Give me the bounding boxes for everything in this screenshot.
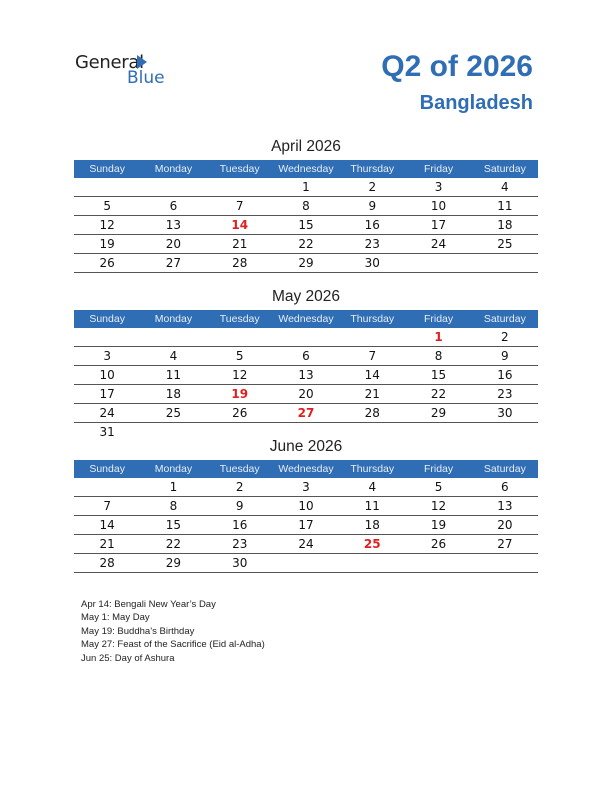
day-cell: 12 bbox=[430, 499, 447, 513]
week-row bbox=[74, 516, 538, 535]
day-cell: 11 bbox=[497, 199, 513, 213]
day-cell: 24 bbox=[430, 237, 447, 251]
day-cell: 12 bbox=[99, 218, 115, 232]
holiday-note: May 19: Buddha’s Birthday bbox=[81, 625, 195, 637]
day-cell: 18 bbox=[497, 218, 513, 232]
week-row bbox=[74, 235, 538, 254]
day-cell: 16 bbox=[364, 218, 380, 232]
day-cell: 18 bbox=[364, 518, 380, 532]
day-cell: 6 bbox=[501, 480, 509, 494]
holiday-note: May 27: Feast of the Sacrifice (Eid al-Adha) bbox=[81, 639, 265, 651]
weekday-label: Tuesday bbox=[219, 463, 260, 475]
day-cell: 4 bbox=[169, 349, 178, 363]
day-cell: 14 bbox=[364, 368, 380, 382]
logo-triangle-icon bbox=[137, 55, 147, 69]
logo-blue-text: Blue bbox=[127, 68, 165, 88]
day-cell: 17 bbox=[99, 387, 115, 401]
day-cell: 14 bbox=[231, 218, 249, 232]
month-title: April 2026 bbox=[271, 138, 341, 155]
holiday-notes bbox=[81, 598, 265, 665]
day-cell: 5 bbox=[103, 199, 111, 213]
day-cell: 14 bbox=[99, 518, 115, 532]
weekday-label: Wednesday bbox=[278, 463, 334, 475]
day-cell: 2 bbox=[368, 180, 377, 194]
weekday-label: Wednesday bbox=[278, 163, 334, 175]
week-row bbox=[74, 535, 538, 554]
day-cell: 9 bbox=[368, 199, 377, 213]
weekday-label: Monday bbox=[154, 463, 193, 475]
day-cell: 15 bbox=[298, 218, 314, 232]
day-cell: 28 bbox=[232, 256, 248, 270]
weekday-header bbox=[74, 460, 538, 478]
day-cell: 5 bbox=[235, 349, 244, 363]
holiday-note: Apr 14: Bengali New Year’s Day bbox=[81, 599, 216, 610]
day-cell: 10 bbox=[99, 368, 115, 382]
day-cell: 22 bbox=[298, 237, 314, 251]
weekday-label: Sunday bbox=[89, 313, 125, 325]
holiday-note: May 1: May Day bbox=[81, 612, 150, 624]
day-cell: 17 bbox=[430, 218, 447, 232]
day-cell: 21 bbox=[99, 537, 115, 551]
weekday-label: Friday bbox=[423, 463, 454, 475]
day-cell: 22 bbox=[430, 387, 447, 401]
day-cell: 20 bbox=[497, 518, 513, 532]
weekday-label: Monday bbox=[154, 163, 193, 175]
day-cell: 30 bbox=[497, 406, 513, 420]
day-cell: 15 bbox=[430, 368, 447, 382]
weekday-label: Tuesday bbox=[219, 163, 260, 175]
weekday-header bbox=[74, 310, 538, 328]
day-cell: 8 bbox=[434, 349, 443, 363]
country-name: Bangladesh bbox=[419, 92, 533, 114]
day-cell: 9 bbox=[235, 499, 244, 513]
day-cell: 19 bbox=[430, 518, 447, 532]
day-cell: 20 bbox=[298, 387, 314, 401]
day-cell: 2 bbox=[235, 480, 244, 494]
day-cell: 25 bbox=[363, 537, 381, 551]
day-cell: 8 bbox=[302, 199, 310, 213]
week-row bbox=[74, 328, 538, 347]
day-cell: 23 bbox=[497, 387, 513, 401]
day-cell: 27 bbox=[497, 537, 513, 551]
day-cell: 11 bbox=[165, 368, 182, 382]
day-cell: 1 bbox=[169, 480, 178, 494]
day-cell: 24 bbox=[298, 537, 314, 551]
day-cell: 19 bbox=[231, 387, 249, 401]
weekday-header bbox=[74, 160, 538, 178]
day-cell: 19 bbox=[99, 237, 115, 251]
day-cell: 16 bbox=[232, 518, 248, 532]
day-cell: 10 bbox=[298, 499, 314, 513]
weekday-label: Monday bbox=[154, 313, 193, 325]
day-cell: 23 bbox=[232, 537, 248, 551]
day-cell: 8 bbox=[169, 499, 178, 513]
weekday-label: Saturday bbox=[483, 163, 526, 175]
month-calendar bbox=[74, 288, 538, 441]
day-cell: 3 bbox=[434, 180, 443, 194]
week-row bbox=[74, 197, 538, 216]
day-cell: 5 bbox=[434, 480, 443, 494]
day-cell: 20 bbox=[165, 237, 182, 251]
day-cell: 7 bbox=[235, 199, 244, 213]
weekday-label: Thursday bbox=[350, 163, 395, 175]
weekday-label: Tuesday bbox=[219, 313, 260, 325]
day-cell: 30 bbox=[232, 556, 248, 570]
day-cell: 7 bbox=[368, 349, 377, 363]
weekday-label: Sunday bbox=[89, 463, 125, 475]
day-cell: 21 bbox=[232, 237, 248, 251]
logo-general-text: General bbox=[75, 52, 144, 73]
day-cell: 2 bbox=[501, 330, 509, 344]
day-cell: 23 bbox=[364, 237, 380, 251]
day-cell: 13 bbox=[298, 368, 314, 382]
day-cell: 1 bbox=[302, 180, 310, 194]
day-cell: 21 bbox=[364, 387, 380, 401]
week-row bbox=[74, 385, 538, 404]
day-cell: 24 bbox=[99, 406, 115, 420]
week-row bbox=[74, 347, 538, 366]
day-cell: 9 bbox=[501, 349, 509, 363]
day-cell: 3 bbox=[103, 349, 111, 363]
holiday-note: Jun 25: Day of Ashura bbox=[81, 652, 175, 664]
day-cell: 15 bbox=[165, 518, 182, 532]
weekday-label: Saturday bbox=[483, 313, 526, 325]
weekday-label: Friday bbox=[423, 163, 454, 175]
day-cell: 26 bbox=[430, 537, 447, 551]
day-cell: 16 bbox=[497, 368, 513, 382]
weekday-label: Friday bbox=[423, 313, 454, 325]
day-cell: 26 bbox=[99, 256, 115, 270]
day-cell: 30 bbox=[364, 256, 380, 270]
day-cell: 13 bbox=[165, 218, 182, 232]
week-row bbox=[74, 554, 538, 573]
day-cell: 29 bbox=[298, 256, 314, 270]
day-cell: 25 bbox=[497, 237, 513, 251]
day-cell: 31 bbox=[99, 425, 115, 439]
day-cell: 10 bbox=[430, 199, 447, 213]
day-cell: 4 bbox=[368, 480, 377, 494]
day-cell: 18 bbox=[165, 387, 182, 401]
day-cell: 1 bbox=[434, 330, 443, 344]
day-cell: 28 bbox=[99, 556, 115, 570]
day-cell: 26 bbox=[232, 406, 248, 420]
week-row bbox=[74, 497, 538, 516]
day-cell: 22 bbox=[165, 537, 182, 551]
day-cell: 6 bbox=[169, 199, 178, 213]
weekday-label: Sunday bbox=[89, 163, 125, 175]
weekday-label: Wednesday bbox=[278, 313, 334, 325]
weekday-label: Thursday bbox=[350, 463, 395, 475]
week-row bbox=[74, 216, 538, 235]
day-cell: 27 bbox=[297, 406, 315, 420]
week-row bbox=[74, 366, 538, 385]
day-cell: 6 bbox=[302, 349, 310, 363]
day-cell: 11 bbox=[364, 499, 380, 513]
day-cell: 4 bbox=[501, 180, 509, 194]
weekday-label: Thursday bbox=[350, 313, 395, 325]
month-calendar bbox=[74, 438, 538, 573]
week-row bbox=[74, 404, 538, 423]
day-cell: 13 bbox=[497, 499, 513, 513]
day-cell: 29 bbox=[165, 556, 182, 570]
week-row bbox=[74, 178, 538, 197]
day-cell: 29 bbox=[430, 406, 447, 420]
day-cell: 7 bbox=[103, 499, 111, 513]
day-cell: 28 bbox=[364, 406, 380, 420]
month-title: May 2026 bbox=[271, 288, 341, 305]
month-calendar bbox=[74, 138, 538, 273]
day-cell: 27 bbox=[165, 256, 182, 270]
weekday-label: Saturday bbox=[483, 463, 526, 475]
page-title: Q2 of 2026 bbox=[381, 50, 533, 83]
day-cell: 17 bbox=[298, 518, 314, 532]
week-row bbox=[74, 254, 538, 273]
day-cell: 25 bbox=[165, 406, 182, 420]
month-title: June 2026 bbox=[269, 438, 343, 455]
day-cell: 12 bbox=[232, 368, 248, 382]
week-row bbox=[74, 478, 538, 497]
day-cell: 3 bbox=[302, 480, 310, 494]
